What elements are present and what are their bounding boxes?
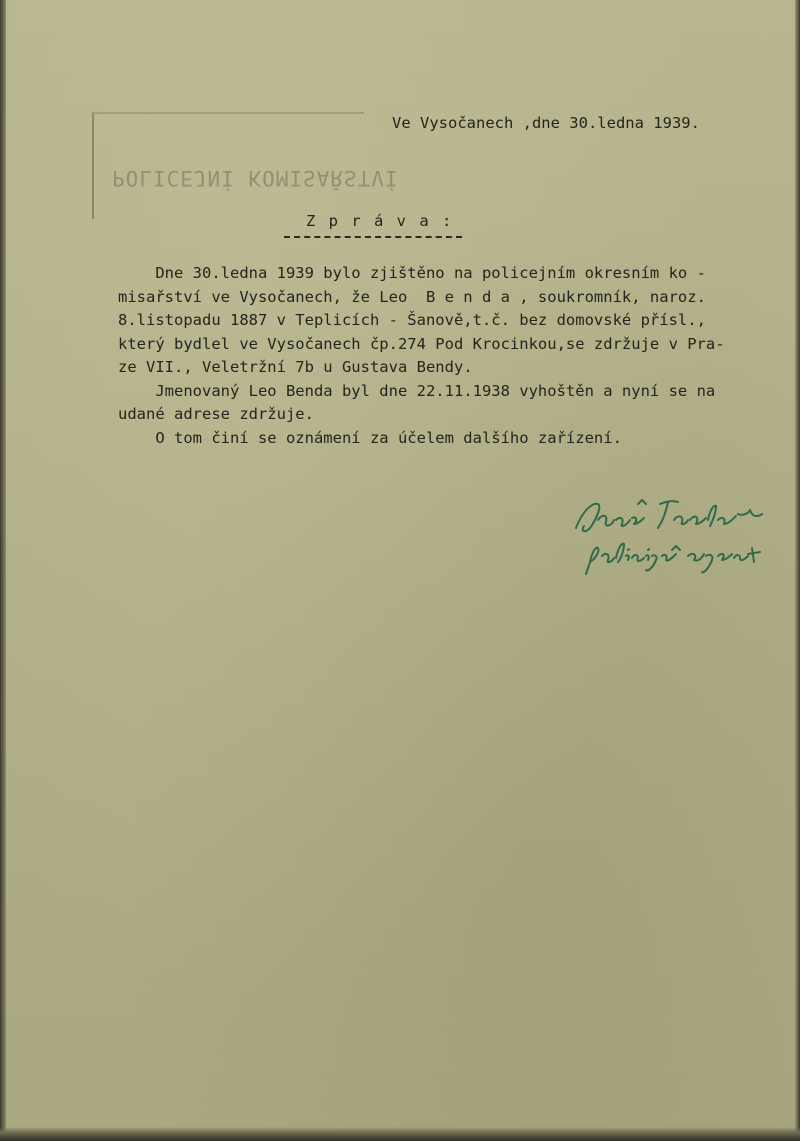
title-underline	[284, 236, 462, 238]
stamp-text: POLICEJNÍ KOMISAŘSTVÍ	[112, 166, 399, 190]
body-line: Jmenovaný Leo Benda byl dne 22.11.1938 vyhoštěn a nyní se na	[118, 381, 716, 400]
body-line: 8.listopadu 1887 v Teplicích - Šanově,t.č. bez domovské přísl.,	[118, 311, 706, 329]
body-line: Dne 30.ledna 1939 bylo zjištěno na policejním okresním ko -	[118, 264, 706, 282]
page-edge-left	[0, 0, 6, 1141]
body-line: ze VII., Veletržní 7b u Gustava Bendy.	[118, 358, 473, 376]
report-body	[118, 262, 778, 450]
place-date-line: Ve Vysočanech ,dne 30.ledna 1939.	[392, 114, 700, 132]
document-title: Z p r á v a :	[306, 212, 454, 230]
handwritten-signature	[568, 490, 790, 580]
page-edge-bottom	[0, 1127, 800, 1141]
body-line: udané adrese zdržuje.	[118, 405, 314, 423]
body-line: který bydlel ve Vysočanech čp.274 Pod Krocinkou,se zdržuje v Pra-	[118, 334, 725, 353]
body-line: misařství ve Vysočanech, že Leo B e n d a , soukromník, naroz.	[118, 287, 706, 306]
page-edge-right	[795, 0, 800, 1141]
body-line: O tom činí se oznámení za účelem dalšího zařízení.	[118, 428, 622, 447]
